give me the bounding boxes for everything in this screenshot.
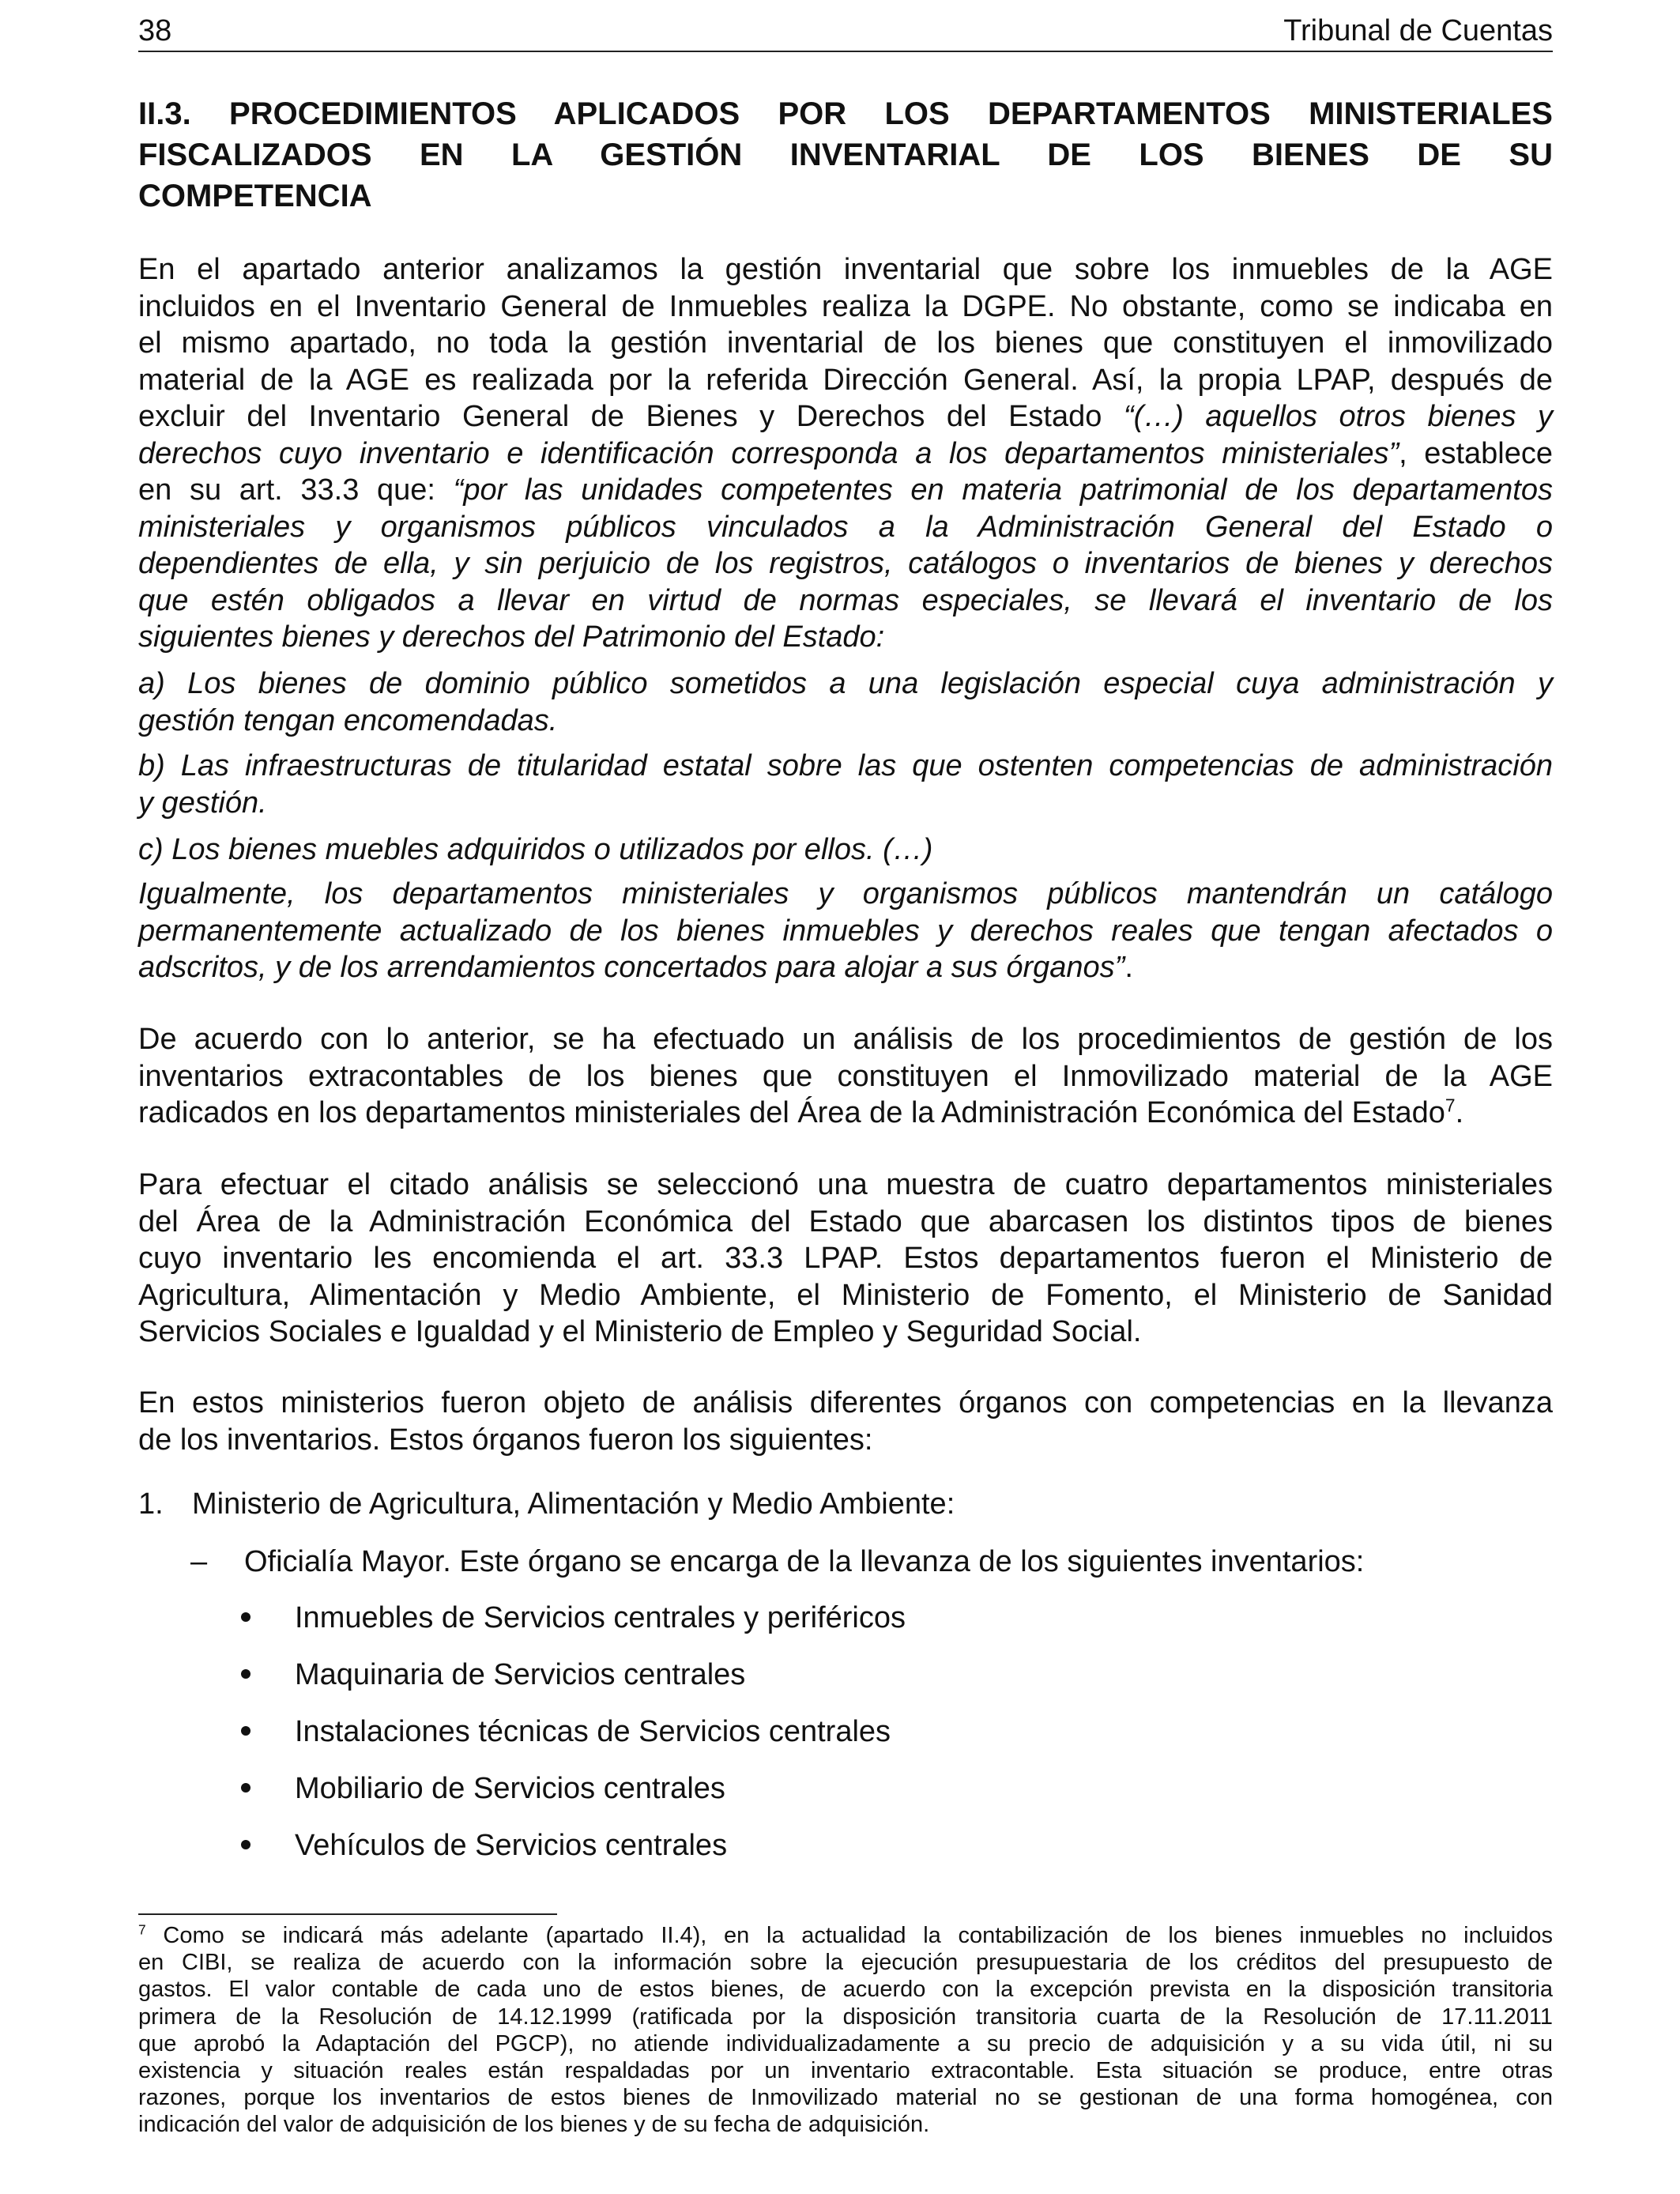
quote-item-a [138,665,1553,739]
footnote-line: que aprobó la Adaptación del PGCP), no atiende individualizadamente a su precio de adquisición y a su vida útil, ni su [138,2030,1553,2056]
text-line: material de la AGE es realizada por la referida Dirección General. Así, la propia LPAP, después de [138,363,1553,397]
paragraph-intro [138,251,1553,656]
page-number: 38 [138,14,172,47]
text-run: Como se indicará más adelante (apartado II.4), en la actualidad la contabilización de los bienes inmuebles no incluidos [145,1923,1553,1948]
quote-item-b [138,748,1553,821]
quote-item-c [138,831,1553,869]
list-number: 1. [138,1487,164,1521]
quote-line [138,949,1553,986]
bullet-icon [241,1669,250,1679]
footnote-line: primera de la Resolución de 14.12.1999 (ratificada por la disposición transitoria cuarta de la Resolución de 17.11.2011 [138,2004,1553,2030]
list-item-text: Oficialía Mayor. Este órgano se encarga de la llevanza de los siguientes inventarios: [244,1545,1365,1578]
page-header [138,11,1553,52]
quote-line: que estén obligados a llevar en virtud de normas especiales, se llevará el inventario de los [138,583,1553,617]
quote-paragraph-igualmente [138,876,1553,986]
quote-line: gestión tengan encomendadas. [138,703,558,737]
list-item-text: Instalaciones técnicas de Servicios centrales [295,1715,891,1748]
heading-line: FISCALIZADOS EN LA GESTIÓN INVENTARIAL DE LOS BIENES DE SU [138,138,1553,172]
text-line: Para efectuar el citado análisis se seleccionó una muestra de cuatro departamentos ministeriales [138,1168,1553,1201]
footnote-line: existencia y situación reales están respaldadas por un inventario extracontable. Esta situación se produce, entre otras [138,2058,1553,2084]
bullet-icon [241,1726,250,1736]
text-line: Servicios Sociales e Igualdad y el Ministerio de Empleo y Seguridad Social. [138,1315,1142,1348]
text-line: Agricultura, Alimentación y Medio Ambiente, el Ministerio de Fomento, el Ministerio de Sanidad [138,1278,1553,1312]
list-item-text: Ministerio de Agricultura, Alimentación y Medio Ambiente: [192,1487,955,1521]
publisher-name: Tribunal de Cuentas [1283,14,1553,47]
quote-line: c) Los bienes muebles adquiridos o utilizados por ellos. (…) [138,833,933,866]
section-heading [138,93,1553,217]
quote-line: Igualmente, los departamentos ministeriales y organismos públicos mantendrán un catálogo [138,877,1553,910]
text-line [138,435,1553,473]
quote-run: “(…) aquellos otros bienes y [1123,400,1553,433]
text-run: radicados en los departamentos ministeriales del Área de la Administración Económica del Estado [138,1096,1445,1129]
text-line: de los inventarios. Estos órganos fueron los siguientes: [138,1423,873,1457]
heading-line: COMPETENCIA [138,179,372,213]
list-item-text: Maquinaria de Servicios centrales [295,1658,746,1691]
list-item-text: Inmuebles de Servicios centrales y periféricos [295,1601,906,1634]
footnote-line: en CIBI, se realiza de acuerdo con la información sobre la ejecución presupuestaria de los créditos del presupuesto de [138,1950,1553,1976]
quote-line: b) Las infraestructuras de titularidad estatal sobre las que ostenten competencias de administración [138,749,1553,782]
text-line: De acuerdo con lo anterior, se ha efectuado un análisis de los procedimientos de gestión de los [138,1023,1553,1056]
text-line: incluidos en el Inventario General de Inmuebles realiza la DGPE. No obstante, como se indicaba en [138,289,1553,323]
quote-line: permanentemente actualizado de los bienes inmuebles y derechos reales que tengan afectados o [138,914,1553,948]
list-item-text: Vehículos de Servicios centrales [295,1829,728,1862]
footnote-line: indicación del valor de adquisición de los bienes y de su fecha de adquisición. [138,2112,930,2138]
heading-line: II.3. PROCEDIMIENTOS APLICADOS POR LOS DEPARTAMENTOS MINISTERIALES [138,96,1553,131]
footnote-number: 7 [138,1921,146,1938]
text-line: En el apartado anterior analizamos la gestión inventarial que sobre los inmuebles de la AGE [138,253,1553,286]
list-item-text: Mobiliario de Servicios centrales [295,1772,725,1805]
text-line [138,398,1553,435]
quote-run: derechos cuyo inventario e identificación corresponda a los departamentos ministeriales” [138,436,1399,470]
text-line: En estos ministerios fueron objeto de análisis diferentes órganos con competencias en la llevanza [138,1386,1553,1419]
text-line: inventarios extracontables de los bienes que constituyen el Inmovilizado material de la AGE [138,1059,1553,1093]
dash-marker: – [190,1545,208,1578]
bullet-icon [241,1612,250,1622]
text-run: . [1455,1096,1464,1129]
quote-run: “por las unidades competentes en materia patrimonial de los departamentos [453,473,1554,507]
bullet-icon [241,1840,250,1849]
quote-line: ministeriales y organismos públicos vinculados a la Administración General del Estado o [138,510,1553,544]
footnote-line: gastos. El valor contable de cada uno de estos bienes, de acuerdo con la excepción prevista en la disposición transitoria [138,1977,1553,2003]
quote-line: y gestión. [138,786,267,820]
text-run: , establece [1399,436,1553,470]
text-line: cuyo inventario les encomienda el art. 33.3 LPAP. Estos departamentos fueron el Ministerio de [138,1242,1553,1275]
text-run: en su art. 33.3 que: [138,473,454,507]
footnote-line [138,1922,1553,1949]
footnote-reference[interactable]: 7 [1445,1095,1456,1116]
text-run: . [1124,951,1133,984]
text-line: el mismo apartado, no toda la gestión inventarial de los bienes que constituyen el inmovilizado [138,326,1553,360]
paragraph-organs [138,1385,1553,1458]
quote-line: siguientes bienes y derechos del Patrimonio del Estado: [138,620,885,654]
text-line [138,1095,1553,1132]
footnote [138,1922,1553,2139]
footnote-divider [138,1913,557,1915]
text-run: excluir del Inventario General de Bienes y Derechos del Estado [138,400,1124,433]
footnote-line: razones, porque los inventarios de estos bienes de Inmovilizado material no se gestionan de una forma homogénea, con [138,2085,1553,2111]
paragraph-analysis [138,1021,1553,1132]
quote-line: a) Los bienes de dominio público sometidos a una legislación especial cuya administración y [138,667,1553,700]
bullet-icon [241,1783,250,1793]
text-line [138,472,1553,509]
quote-line: dependientes de ella, y sin perjuicio de los registros, catálogos o inventarios de bienes y derechos [138,547,1553,580]
quote-run: adscritos, y de los arrendamientos concertados para alojar a sus órganos” [138,951,1125,984]
text-line: del Área de la Administración Económica del Estado que abarcasen los distintos tipos de bienes [138,1204,1553,1238]
paragraph-sample [138,1167,1553,1351]
